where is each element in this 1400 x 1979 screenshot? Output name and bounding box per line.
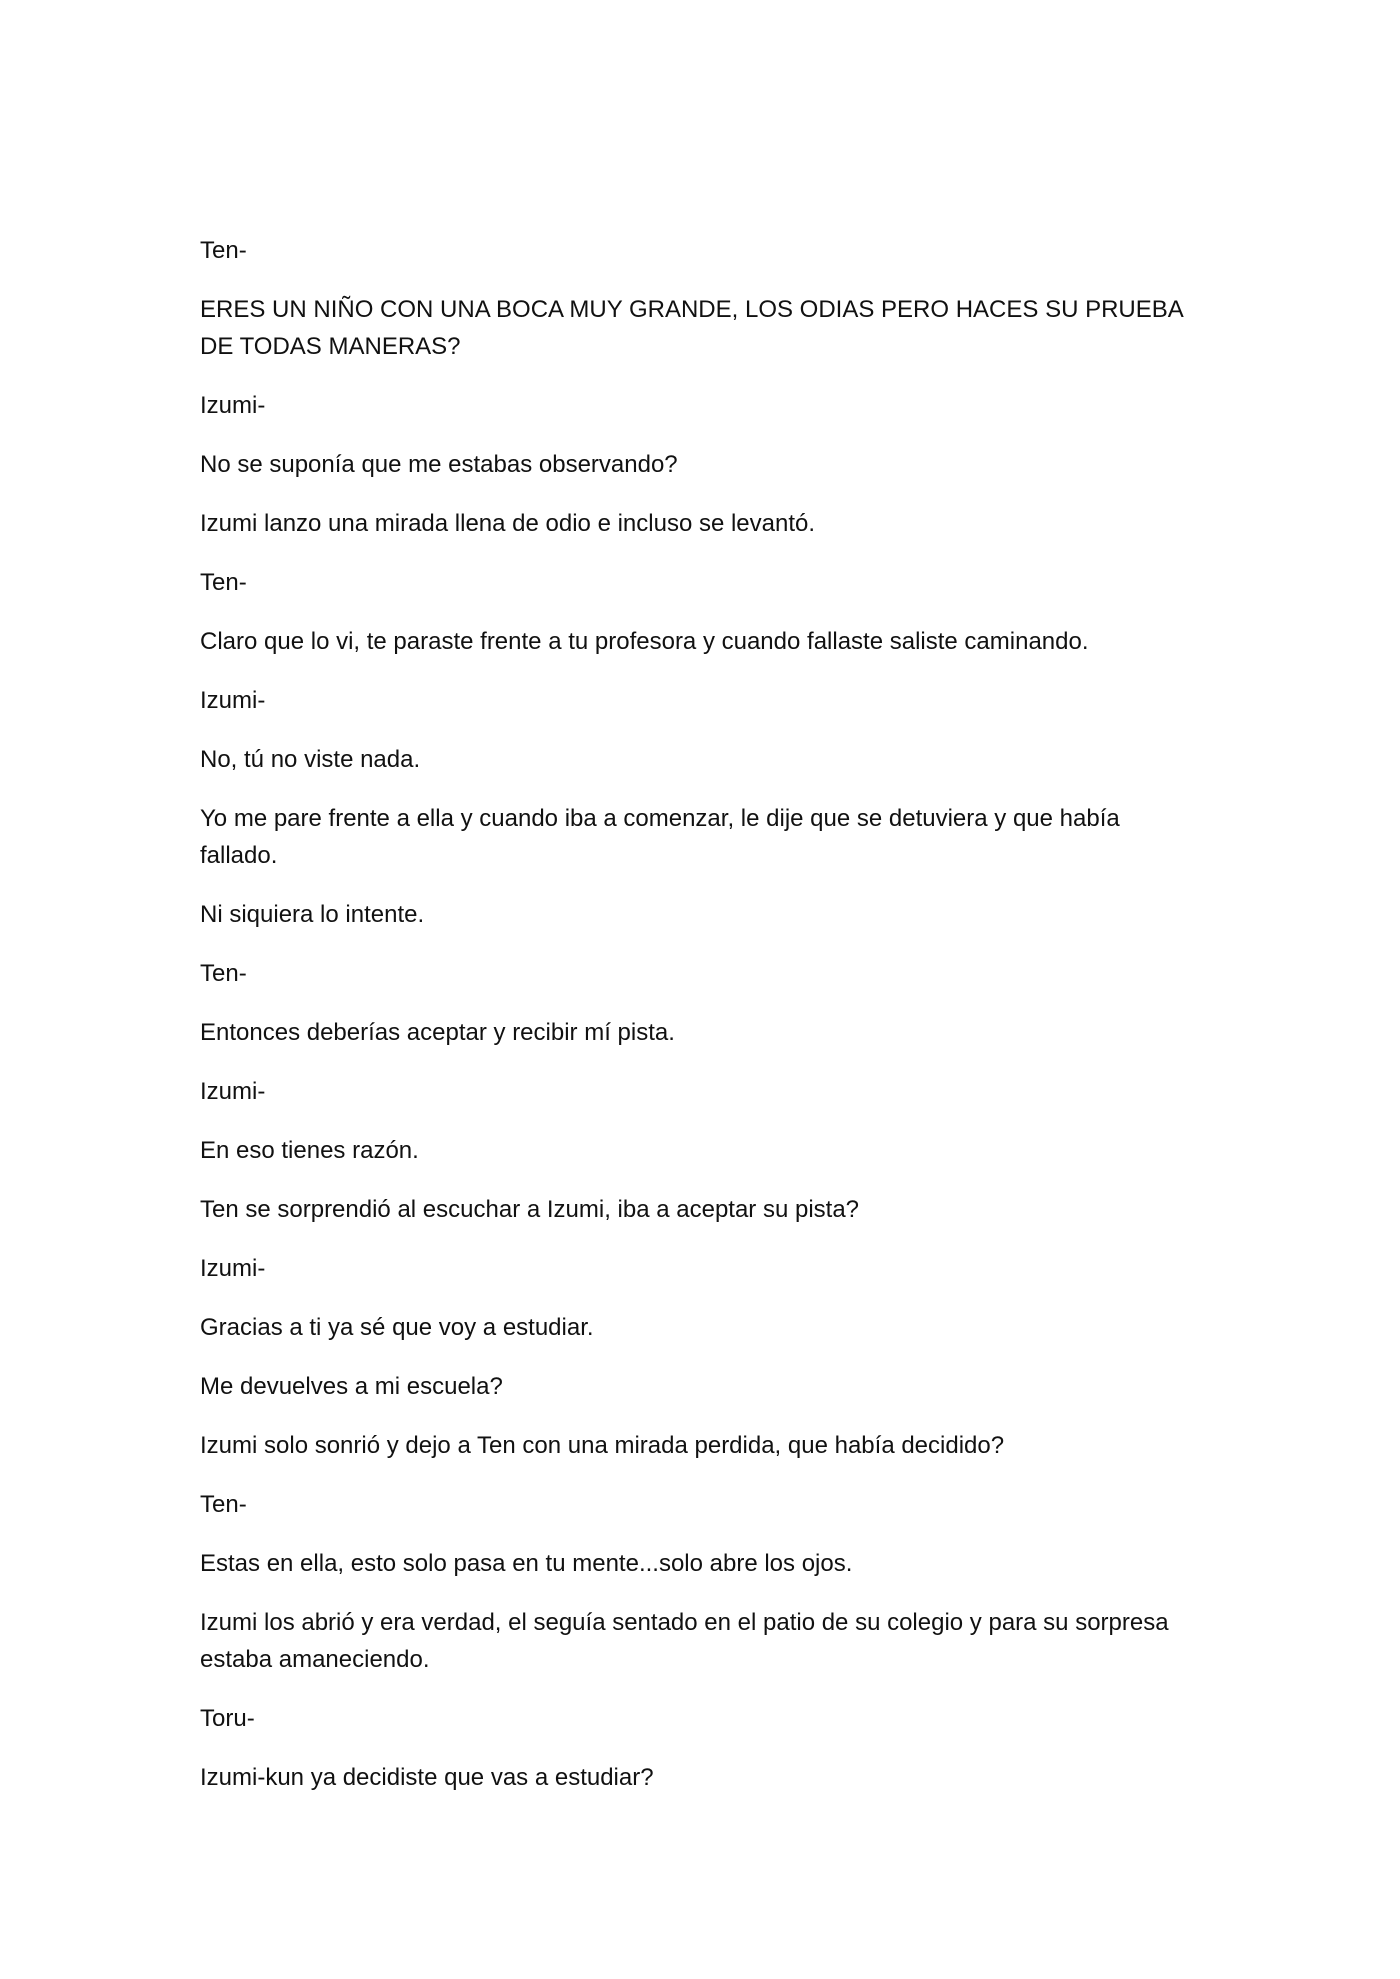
speaker-label: Izumi- xyxy=(200,1255,266,1282)
dialogue-line: Claro que lo vi, te paraste frente a tu profesora y cuando fallaste saliste caminando. xyxy=(200,628,1089,655)
dialogue-line: Izumi-kun ya decidiste que vas a estudiar? xyxy=(200,1764,654,1791)
speaker-label: Ten- xyxy=(200,1491,247,1518)
narration-line: Izumi los abrió y era verdad, el seguía sentado en el patio de su colegio y para su sorpresa estaba amaneciendo. xyxy=(200,1609,1169,1673)
narration-line: Izumi lanzo una mirada llena de odio e incluso se levantó. xyxy=(200,510,816,537)
narration-line: Ten se sorprendió al escuchar a Izumi, iba a aceptar su pista? xyxy=(200,1196,860,1223)
dialogue-line: Ni siquiera lo intente. xyxy=(200,901,425,928)
dialogue-line: Gracias a ti ya sé que voy a estudiar. xyxy=(200,1314,594,1341)
dialogue-line: No se suponía que me estabas observando? xyxy=(200,451,678,478)
dialogue-line: No, tú no viste nada. xyxy=(200,746,421,773)
dialogue-line: ERES UN NIÑO CON UNA BOCA MUY GRANDE, LOS ODIAS PERO HACES SU PRUEBA DE TODAS MANERAS? xyxy=(200,296,1183,360)
speaker-label: Ten- xyxy=(200,960,247,987)
dialogue-line: En eso tienes razón. xyxy=(200,1137,419,1164)
dialogue-line: Estas en ella, esto solo pasa en tu mente...solo abre los ojos. xyxy=(200,1550,853,1577)
speaker-label: Izumi- xyxy=(200,687,266,714)
dialogue-line: Yo me pare frente a ella y cuando iba a comenzar, le dije que se detuviera y que había fallado. xyxy=(200,805,1120,869)
speaker-label: Ten- xyxy=(200,237,247,264)
narration-line: Izumi solo sonrió y dejo a Ten con una mirada perdida, que había decidido? xyxy=(200,1432,1005,1459)
dialogue-line: Entonces deberías aceptar y recibir mí pista. xyxy=(200,1019,675,1046)
speaker-label: Izumi- xyxy=(200,392,266,419)
dialogue-line: Me devuelves a mi escuela? xyxy=(200,1373,503,1400)
speaker-label: Toru- xyxy=(200,1705,255,1732)
speaker-label: Ten- xyxy=(200,569,247,596)
speaker-label: Izumi- xyxy=(200,1078,266,1105)
document-body xyxy=(200,232,1200,1818)
